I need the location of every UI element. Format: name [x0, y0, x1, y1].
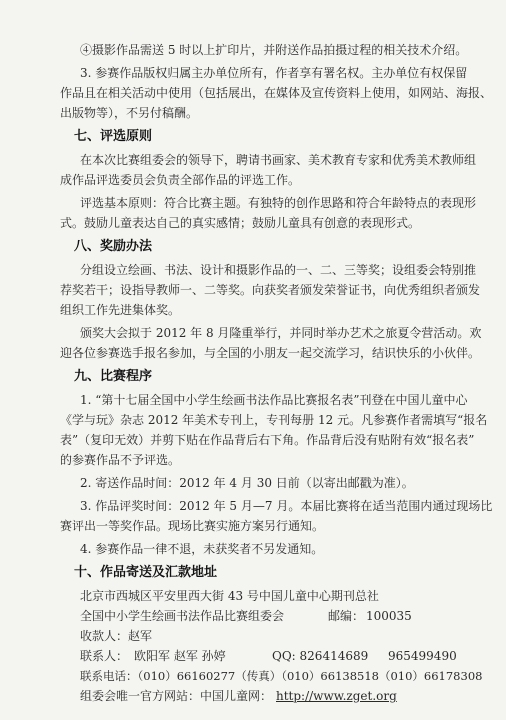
mailing-address: 北京市西城区平安里西大街 43 号中国儿童中心期刊总社	[80, 589, 379, 603]
organizer-name: 全国中小学生绘画书法作品比赛组委会	[80, 609, 285, 623]
heading-section-9: 九、比赛程序	[74, 369, 153, 384]
paragraph-awards-line3: 组织工作先进集体奖。	[60, 303, 181, 317]
phone-numbers: 联系电话：（010）66160277（传真）（010）66138518（010）66178308	[80, 669, 483, 683]
heading-section-10: 十、作品寄送及汇款地址	[74, 565, 218, 580]
paragraph-procedure3-line2: 赛评出一等奖作品。现场比赛实施方案另行通知。	[60, 519, 325, 533]
paragraph-copyright-line1: 3. 参赛作品版权归属主办单位所有，作者享有署名权。主办单位有权保留	[80, 66, 468, 80]
postcode-label: 邮编：	[328, 609, 365, 623]
paragraph-principles-line1: 评选基本原则：符合比赛主题。有独特的创作思路和符合年龄特点的表现形	[80, 196, 477, 210]
qq-number: QQ: 826414689	[272, 649, 369, 663]
payee: 收款人：赵军	[80, 629, 153, 643]
paragraph-awards-line2: 荐奖若干；设指导教师一、二等奖。向获奖者颁发荣誉证书，向优秀组织者颁发	[60, 283, 481, 297]
paragraph-procedure1-line2: 《学与玩》杂志 2012 年美术专刊上，专刊每册 12 元。凡参赛作者需填写“报名	[60, 413, 488, 427]
paragraph-copyright-line3: 出版物等），不另付稿酬。	[60, 106, 199, 120]
contacts-label: 联系人：	[80, 649, 129, 663]
paragraph-awards-line1: 分组设立绘画、书法、设计和摄影作品的一、二、三等奖；设组委会特别推	[80, 263, 477, 277]
paragraph-procedure4: 4. 参赛作品一律不退，未获奖者不另发通知。	[80, 542, 324, 556]
heading-section-8: 八、奖励办法	[74, 239, 153, 254]
paragraph-procedure3-line1: 3. 作品评奖时间：2012 年 5 月—7 月。本届比赛将在适当范围内通过现场比	[80, 499, 493, 513]
postcode-value: 100035	[366, 609, 412, 623]
paragraph-procedure2: 2. 寄送作品时间：2012 年 4 月 30 日前（以寄出邮戳为准）。	[80, 476, 414, 490]
paragraph-judging-line1: 在本次比赛组委会的领导下，聘请书画家、美术教育专家和优秀美术教师组	[80, 153, 477, 167]
qq-number-2: 965499490	[388, 649, 457, 663]
paragraph-procedure1-line3: 表”（复印无效）并剪下贴在作品背后右下角。作品背后没有贴附有效“报名表”	[60, 433, 475, 447]
paragraph-photo-requirement: ④摄影作品需送 5 时以上扩印片，并附送作品拍摄过程的相关技术介绍。	[80, 43, 468, 57]
heading-section-7: 七、评选原则	[74, 129, 153, 144]
paragraph-ceremony-line1: 颁奖大会拟于 2012 年 8 月隆重举行，并同时举办艺术之旅夏令营活动。欢	[80, 326, 482, 340]
paragraph-judging-line2: 成作品评选委员会负责全部作品的评选工作。	[60, 173, 301, 187]
website-label: 组委会唯一官方网站：中国儿童网：	[80, 689, 273, 703]
website-link[interactable]: http://www.zget.org	[276, 689, 397, 703]
contacts-names: 欧阳军 赵军 孙婷	[134, 649, 226, 663]
paragraph-ceremony-line2: 迎各位参赛选手报名参加，与全国的小朋友一起交流学习，结识快乐的小伙伴。	[60, 346, 481, 360]
paragraph-copyright-line2: 作品且在相关活动中使用（包括展出，在媒体及宣传资料上使用，如网站、海报、	[60, 86, 493, 100]
paragraph-procedure1-line4: 的参赛作品不予评选。	[60, 453, 181, 467]
paragraph-principles-line2: 式。鼓励儿童表达自己的真实感情；鼓励儿童具有创意的表现形式。	[60, 216, 421, 230]
paragraph-procedure1-line1: 1. “第十七届全国中小学生绘画书法作品比赛报名表”刊登在中国儿童中心	[80, 393, 468, 407]
